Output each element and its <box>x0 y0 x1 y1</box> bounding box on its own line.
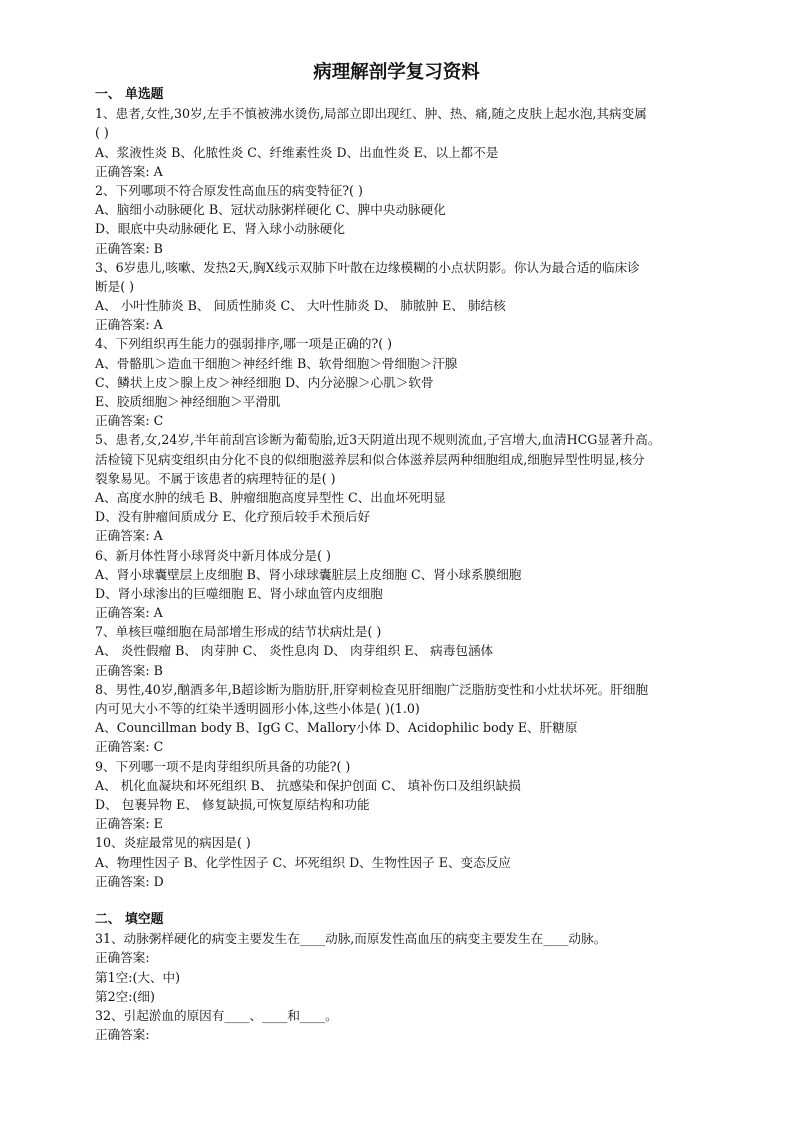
correct-answer: 正确答案: B <box>95 662 163 678</box>
correct-answer: 正确答案: A <box>95 605 163 621</box>
question-option-line: E、胶质细胞＞神经细胞＞平滑肌 <box>95 394 281 409</box>
correct-answer: 正确答案: C <box>95 739 164 755</box>
correct-answer: 正确答案: A <box>95 317 163 333</box>
question-item <box>95 258 735 335</box>
question-option-line: A、 机化血凝块和坏死组织 B、 抗感染和保护创面 C、 填补伤口及组织缺损 <box>95 777 521 793</box>
question-item <box>95 104 735 181</box>
question-option-line: A、高度水肿的绒毛 B、肿瘤细胞高度异型性 C、出血坏死明显 <box>95 489 446 505</box>
fill-blank-line: 第1空:(大、中) <box>95 969 181 985</box>
question-option-line: A、 炎性假瘤 B、 肉芽肿 C、 炎性息肉 D、 肉芽组织 E、 病毒包涵体 <box>95 643 494 659</box>
question-list <box>95 104 735 891</box>
question-option-line: 断是( ) <box>95 278 135 294</box>
question-option-line: 活检镜下见病变组织由分化不良的似细胞滋养层和似合体滋养层两种细胞组成,细胞异型性明显,核分 <box>95 451 645 467</box>
question-option-line: ( ) <box>95 125 109 141</box>
question-option-line: D、肾小球渗出的巨噬细胞 E、肾小球血管内皮细胞 <box>95 585 383 601</box>
correct-answer: 正确答案: C <box>95 413 164 429</box>
question-item <box>95 680 735 757</box>
fill-blank-line: 31、动脉粥样硬化的病变主要发生在____动脉,而原发性高血压的病变主要发生在____动脉。 <box>95 931 607 947</box>
section-heading-single-choice: 一、 单选题 <box>95 87 164 102</box>
question-option-line: D、 包裹异物 E、 修复缺损,可恢复原结构和功能 <box>95 796 370 812</box>
question-text: 10、炎症最常见的病因是( ) <box>95 835 251 851</box>
correct-answer: 正确答案: B <box>95 240 163 256</box>
question-text: 1、患者,女性,30岁,左手不慎被沸水烫伤,局部立即出现红、肿、热、痛,随之皮肤上起水泡,其病变属 <box>95 106 647 122</box>
question-text: 2、下列哪项不符合原发性高血压的病变特征?( ) <box>95 182 363 198</box>
fill-blank-list <box>95 929 735 1044</box>
fill-blank-line: 32、引起淤血的原因有____、____和____。 <box>95 1008 338 1023</box>
question-item <box>95 430 735 545</box>
section-spacer <box>95 891 735 910</box>
question-text: 8、男性,40岁,酗酒多年,B超诊断为脂肪肝,肝穿刺检查见肝细胞广泛脂肪变性和小灶状坏死。肝细胞 <box>95 681 649 697</box>
question-item <box>95 622 735 680</box>
fill-blank-line: 第2空:(细) <box>95 988 155 1004</box>
question-option-line: 内可见大小不等的红染半透明圆形小体,这些小体是( )(1.0) <box>95 701 420 716</box>
question-text: 6、新月体性肾小球肾炎中新月体成分是( ) <box>95 547 331 563</box>
fill-blank-line: 正确答案: <box>95 1027 150 1043</box>
question-text: 4、下列组织再生能力的强弱排序,哪一项是正确的?( ) <box>95 336 393 352</box>
question-item <box>95 181 735 258</box>
question-option-line: A、Councillman body B、IgG C、Mallory小体 D、Acidophilic body E、肝糖原 <box>95 720 578 736</box>
correct-answer: 正确答案: A <box>95 528 163 544</box>
page-title: 病理解剖学复习资料 <box>313 62 480 83</box>
question-text: 9、下列哪一项不是肉芽组织所具备的功能?( ) <box>95 758 351 774</box>
section-heading-fill-blank: 二、 填空题 <box>95 912 164 928</box>
question-item <box>95 833 735 891</box>
correct-answer: 正确答案: D <box>95 873 164 889</box>
document-body <box>95 85 735 1044</box>
question-option-line: A、物理性因子 B、化学性因子 C、坏死组织 D、生物性因子 E、变态反应 <box>95 854 511 870</box>
question-text: 3、6岁患儿,咳嗽、发热2天,胸X线示双肺下叶散在边缘模糊的小点状阴影。你认为最合适的临床诊 <box>95 259 640 275</box>
question-option-line: A、骨骼肌＞造血干细胞＞神经纤维 B、软骨细胞＞骨细胞＞汗腺 <box>95 355 458 371</box>
fill-blank-line: 正确答案: <box>95 950 150 966</box>
question-text: 7、单核巨噬细胞在局部增生形成的结节状病灶是( ) <box>95 624 382 640</box>
question-option-line: A、肾小球囊壁层上皮细胞 B、肾小球球囊脏层上皮细胞 C、肾小球系膜细胞 <box>95 566 522 582</box>
question-option-line: A、脑细小动脉硬化 B、冠状动脉粥样硬化 C、脾中央动脉硬化 <box>95 202 446 218</box>
question-option-line: 裂象易见。不属于该患者的病理特征的是( ) <box>95 470 336 486</box>
question-option-line: D、眼底中央动脉硬化 E、肾入球小动脉硬化 <box>95 221 345 237</box>
question-option-line: A、浆液性炎 B、化脓性炎 C、纤维素性炎 D、出血性炎 E、以上都不是 <box>95 144 499 160</box>
question-option-line: A、 小叶性肺炎 B、 间质性肺炎 C、 大叶性肺炎 D、 肺脓肿 E、 肺结核 <box>95 298 506 314</box>
question-item <box>95 546 735 623</box>
question-text: 5、患者,女,24岁,半年前刮宫诊断为葡萄胎,近3天阴道出现不规则流血,子宫增大,血清HCG显著升高。 <box>95 432 661 448</box>
question-item <box>95 757 735 834</box>
correct-answer: 正确答案: A <box>95 163 163 179</box>
question-item <box>95 334 735 430</box>
correct-answer: 正确答案: E <box>95 816 163 832</box>
question-option-line: C、鳞状上皮＞腺上皮＞神经细胞 D、内分泌腺＞心肌＞软骨 <box>95 374 434 390</box>
question-option-line: D、没有肿瘤间质成分 E、化疗预后较手术预后好 <box>95 509 371 525</box>
